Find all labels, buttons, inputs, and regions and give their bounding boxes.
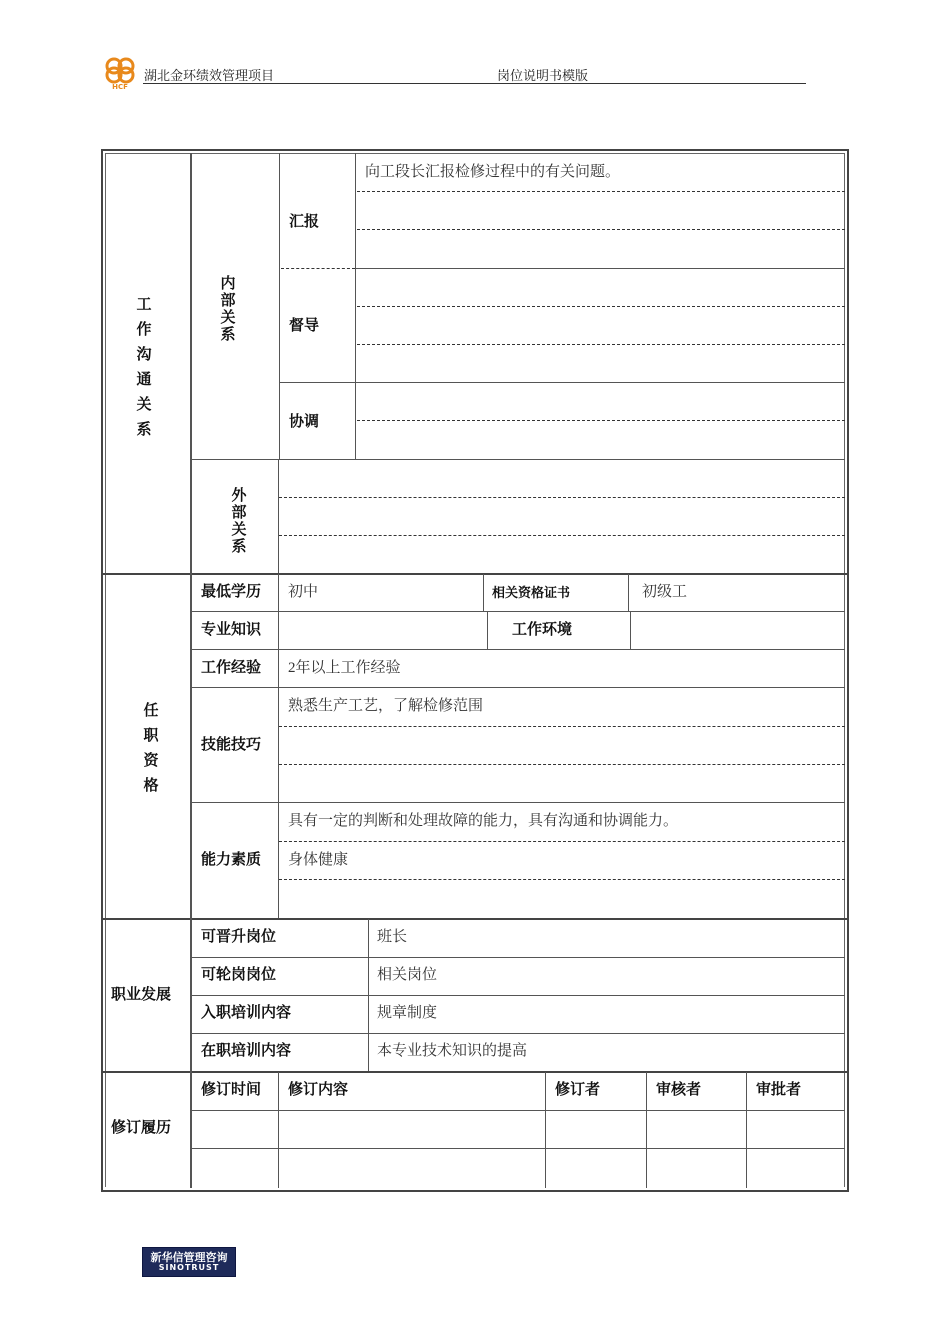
rule-line	[357, 306, 845, 307]
ability-value-2: 身体健康	[288, 852, 349, 868]
col-divider-revision	[278, 1072, 279, 1188]
rule-line	[357, 191, 845, 192]
skills-value: 熟悉生产工艺，了解检修范围	[288, 698, 484, 714]
col-divider-qualification	[278, 574, 279, 918]
col-divider-revision	[545, 1072, 546, 1188]
revision-col-reviewer: 审核者	[656, 1080, 702, 1098]
rule-line	[357, 420, 845, 421]
row-line	[191, 649, 845, 650]
header-rule	[143, 83, 806, 84]
section-career-label: 职业发展	[111, 985, 172, 1003]
certificate-value: 初级工	[642, 584, 688, 600]
onboarding-training-value: 规章制度	[377, 1005, 438, 1021]
section-communication-label: 工作沟通关系	[136, 295, 152, 438]
report-label: 汇报	[289, 212, 320, 230]
certificate-label: 相关资格证书	[492, 586, 571, 601]
col-divider-cert	[628, 574, 629, 611]
consultancy-name-en: SINOTRUST	[158, 1263, 220, 1272]
education-value: 初中	[288, 584, 319, 600]
divider-internal-external	[191, 459, 845, 460]
revision-col-content: 修订内容	[288, 1080, 349, 1098]
promotion-label: 可晋升岗位	[201, 927, 277, 945]
report-subdivider	[281, 268, 355, 269]
row-line	[191, 957, 845, 958]
external-relations-label: 外部关系	[231, 486, 247, 555]
coordinate-label: 协调	[289, 412, 320, 430]
onjob-training-value: 本专业技术知识的提高	[377, 1043, 528, 1059]
rule-line	[279, 879, 845, 880]
experience-value: 2年以上工作经验	[288, 660, 401, 676]
environment-label: 工作环境	[512, 620, 573, 638]
row-line	[191, 995, 845, 996]
col-divider-knowledge	[487, 611, 488, 649]
ability-value-1: 具有一定的判断和处理故障的能力，具有沟通和协调能力。	[288, 813, 679, 829]
experience-label: 工作经验	[201, 658, 262, 676]
col-divider-environment	[630, 611, 631, 649]
section-qualification-label: 任职资格	[143, 701, 159, 794]
rule-line	[357, 229, 845, 230]
rule-line	[279, 726, 845, 727]
consultancy-name-cn: 新华信管理咨询	[150, 1251, 228, 1264]
divider-communication	[101, 573, 849, 575]
col-divider-internal	[279, 153, 280, 459]
consultancy-logo	[142, 1247, 236, 1277]
row-line	[191, 687, 845, 688]
section-revision-label: 修订履历	[111, 1118, 172, 1136]
divider-career	[101, 1071, 849, 1073]
knowledge-label: 专业知识	[201, 620, 262, 638]
rotation-value: 相关岗位	[377, 967, 438, 983]
promotion-value: 班长	[377, 929, 408, 945]
supervise-bottom-line	[280, 382, 845, 383]
onjob-training-label: 在职培训内容	[201, 1041, 292, 1059]
col-divider-external	[278, 459, 279, 573]
row-line	[191, 1110, 845, 1111]
report-description: 向工段长汇报检修过程中的有关问题。	[365, 164, 621, 180]
supervise-label: 督导	[289, 316, 320, 334]
col-divider-revision	[746, 1072, 747, 1188]
internal-relations-label: 内部关系	[220, 274, 236, 343]
rule-line	[357, 344, 845, 345]
rotation-label: 可轮岗岗位	[201, 965, 277, 983]
row-line	[191, 802, 845, 803]
logo-text: HCF	[112, 83, 128, 91]
col-divider-internal-sub	[355, 153, 356, 459]
onboarding-training-label: 入职培训内容	[201, 1003, 292, 1021]
ability-label: 能力素质	[201, 850, 262, 868]
document-type: 岗位说明书模版	[497, 68, 589, 83]
rule-line	[279, 841, 845, 842]
company-logo	[101, 55, 139, 91]
row-line	[191, 1033, 845, 1034]
report-bottom-line	[356, 268, 845, 269]
revision-col-approver: 审批者	[756, 1080, 802, 1098]
job-description-table	[101, 149, 849, 1192]
row-line	[191, 611, 845, 612]
col-divider-revision	[646, 1072, 647, 1188]
education-label: 最低学历	[201, 582, 262, 600]
skills-label: 技能技巧	[201, 735, 262, 753]
revision-col-date: 修订时间	[201, 1080, 262, 1098]
rule-line	[279, 497, 845, 498]
row-line	[191, 1148, 845, 1149]
rule-line	[279, 764, 845, 765]
rule-line	[279, 535, 845, 536]
revision-col-reviser: 修订者	[555, 1080, 601, 1098]
divider-qualification	[101, 918, 849, 920]
project-title: 湖北金环绩效管理项目	[144, 68, 275, 83]
col-divider-education	[483, 574, 484, 611]
